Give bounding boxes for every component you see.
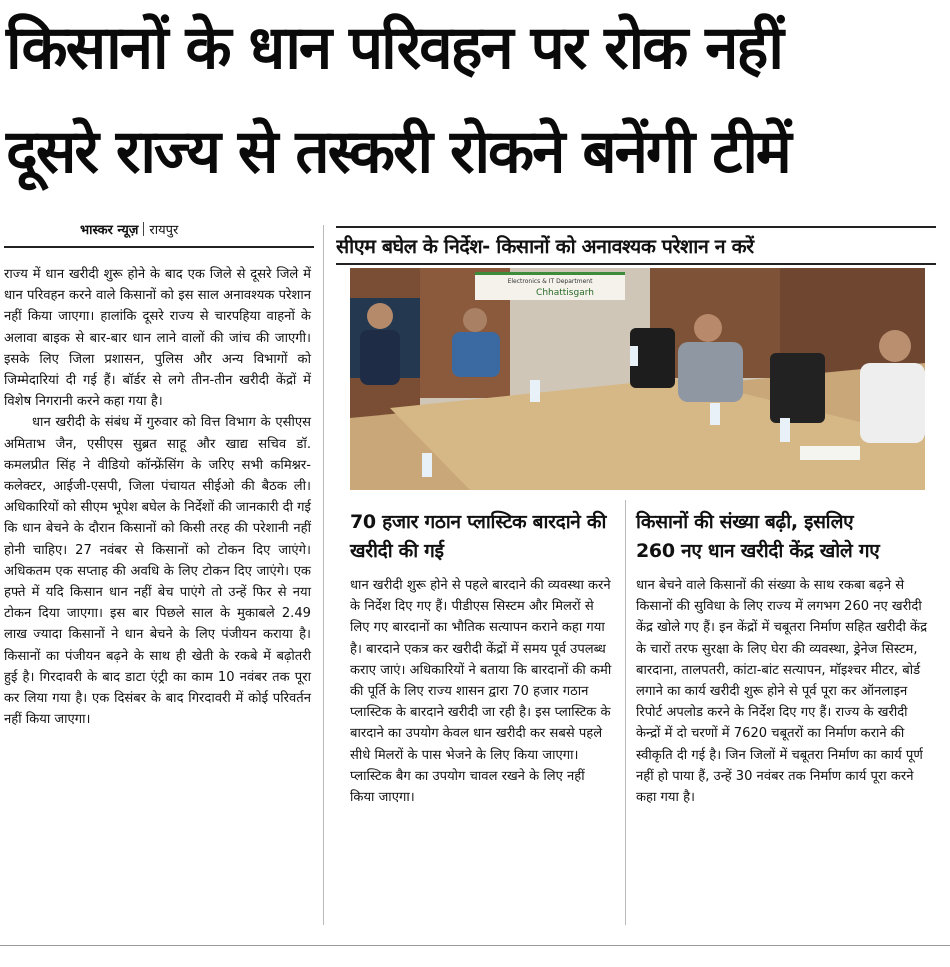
- left-column: [4, 264, 311, 730]
- left-paragraph-1: राज्य में धान खरीदी शुरू होने के बाद एक जिले से दूसरे जिले में धान परिवहन करने वाले किसानों को इस साल अनावश्यक परेशान नहीं किया जाएगा। हालांकि दूसरे राज्य से चारपहिया वाहनों के अलावा बाइक से बार-बार धान लाने वालों की जांच की जाएगी। इसके लिए जिला प्रशासन, पुलिस और अन्य विभागों को जिम्मेदारियां दी गई हैं। बॉर्डर से लगे तीन-तीन खरीदी केंद्रों में विशेष निगरानी करने कहा गया है।: [4, 267, 311, 410]
- left-paragraph-2: धान खरीदी के संबंध में गुरुवार को वित्त विभाग के एसीएस अमिताभ जैन, एसीएस सुब्रत साहू और खाद्य सचिव डॉ. कमलप्रीत सिंह ने वीडियो कॉन्फ्रेंसिंग के जरिए सभी कमिश्नर-कलेक्टर, आईजी-एसपी, जिला पंचायत सीईओ की बैठक ली। अधिकारियों को सीएम भूपेश बघेल के निर्देशों की जानकारी दी गई कि धान बेचने के दौरान किसानों को किसी तरह की परेशानी नहीं होनी चाहिए। 27 नवंबर से किसानों को टोकन दिए जाएंगे। अधिकतम एक सप्ताह की अवधि के लिए टोकन दिए जाएंगे। एक हफ्ते में यदि किसान धान नहीं बेच पाएंगे तो उन्हें फिर से नया टोकन दिया जाएगा। इस बार पिछले साल के मुकाबले 2.49 लाख ज्यादा किसानों ने धान बेचने के लिए पंजीयन कराया है। किसानों का पंजीयन बढ़ने के साथ ही खेती के रकबे में बढ़ोतरी हुई है। गिरदावरी के बाद डाटा एंट्री का काम 10 नवंबर तक पूरा कर लिया गया है। एक दिसंबर के बाद गिरदावरी में कोई परिवर्तन नहीं किया जाएगा।: [4, 415, 311, 728]
- headline-line-1: किसानों के धान परिवहन पर रोक नहीं: [6, 13, 782, 83]
- sign-line-1: Electronics & IT Department: [507, 278, 593, 285]
- right-column-heading: [636, 508, 941, 566]
- meeting-photo-illustration: [350, 268, 925, 490]
- column-divider-2: [625, 500, 626, 925]
- middle-column-heading: 70 हजार गठान प्लास्टिक बारदाने की खरीदी की गई: [350, 511, 607, 562]
- column-divider-1: [323, 225, 324, 925]
- bottom-rule: [0, 945, 950, 946]
- meeting-photo: [350, 268, 925, 490]
- left-column-rule: [4, 246, 314, 248]
- byline-separator: [143, 222, 144, 236]
- middle-column-body: धान खरीदी शुरू होने से पहले बारदाने की व्यवस्था करने के निर्देश दिए गए हैं। पीडीएस सिस्टम और मिलरों से लिए गए बारदानों का भौतिक सत्यापन कराने कहा गया है। बारदाने एकत्र कर खरीदी केंद्रों में समय पूर्व उपलब्ध कराए जाएं। अधिकारियों ने बताया कि बारदानों की कमी की पूर्ति के लिए राज्य शासन द्वारा 70 हजार गठान प्लास्टिक के बारदाने खरीदी जा रही है। इस प्लास्टिक के बारदाने का उपयोग केवल धान खरीदी कर सबसे पहले सीधे मिलरों के पास भेजने के लिए किया जाएगा। प्लास्टिक बैग का उपयोग चावल रखने के लिए नहीं किया जाएगा।: [350, 578, 612, 806]
- right-column-body: धान बेचने वाले किसानों की संख्या के साथ रकबा बढ़ने से किसानों की सुविधा के लिए राज्य में लगभग 260 नए खरीदी केंद्र खोले गए हैं। इन केंद्रों में चबूतरा निर्माण सहित खरीदी केंद्र के चारों तरफ सुरक्षा के लिए घेरा की व्यवस्था, ड्रेनेज सिस्टम, बारदाना, तालपतरी, कांटा-बांट सत्यापन, मॉइश्चर मीटर, बोर्ड लगाने का कार्य खरीदी शुरू होने से पूर्व पूरा कर ऑनलाइन रिपोर्ट अपलोड करने के निर्देश दिए गए हैं। राज्य के खरीदी केन्द्रों में दो चरणों में 7620 चबूतरों का निर्माण कराने की स्वीकृति दी गई है। जिन जिलों में चबूतरा निर्माण का कार्य पूर्ण नहीं हो पाया हैं, उन्हें 30 नवंबर तक निर्माण कार्य पूरा करने कहा गया है।: [636, 578, 928, 806]
- right-heading-line-2: 260 नए धान खरीदी केंद्र खोले गए: [636, 540, 880, 562]
- byline: [80, 220, 178, 238]
- right-heading-line-1: किसानों की संख्या बढ़ी, इसलिए: [636, 511, 854, 533]
- byline-agency: भास्कर न्यूज़: [80, 223, 139, 238]
- sign-line-2: Chhattisgarh: [536, 288, 594, 298]
- byline-city: रायपुर: [149, 223, 179, 238]
- subheadline: सीएम बघेल के निर्देश- किसानों को अनावश्यक परेशान न करें: [336, 226, 936, 265]
- headline-line-2: दूसरे राज्य से तस्करी रोकने बनेंगी टीमें: [6, 117, 790, 187]
